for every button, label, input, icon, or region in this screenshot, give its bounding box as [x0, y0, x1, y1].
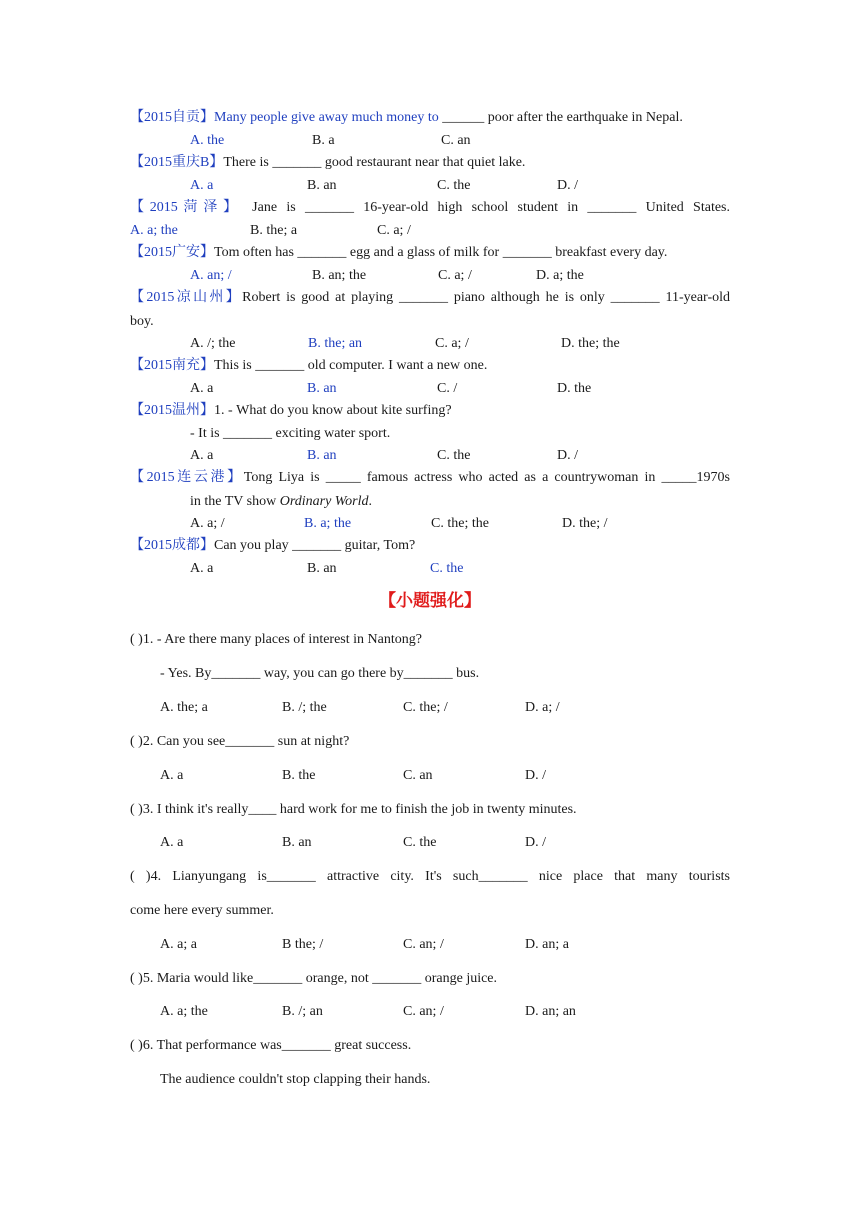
- option-a: A. a: [190, 178, 214, 193]
- option-c: C. the: [430, 561, 464, 576]
- question-stem: Can you play _______ guitar, Tom?: [214, 538, 416, 553]
- option-d: D. the; /: [562, 516, 608, 531]
- options-row: [0, 222, 860, 240]
- question-2015-chongqing: [130, 154, 730, 172]
- source-tag: 【2015重庆B】: [130, 155, 224, 170]
- option-a: A. a: [190, 381, 214, 396]
- question-stem-continuation: boy.: [130, 314, 154, 329]
- options-row: [0, 515, 860, 533]
- option-c: C. an: [403, 768, 433, 783]
- option-b: B. a; the: [304, 516, 352, 531]
- exercise-3: ( )3. I think it's really____ hard work for me to finish the job in twenty minutes.: [130, 802, 577, 817]
- question-stem: ______ poor after the earthquake in Nepal.: [438, 110, 683, 125]
- question-2015-liangshan: [130, 289, 730, 307]
- option-d: D. the; the: [561, 336, 620, 351]
- option-a: A. a; the: [160, 1004, 208, 1019]
- source-tag: 【2015温州】: [130, 403, 214, 418]
- option-a: A. a; a: [160, 937, 197, 952]
- option-c: C. a; /: [438, 268, 472, 283]
- source-tag: 【2015凉山州】: [130, 290, 243, 305]
- question-2015-nanchong: [130, 357, 730, 375]
- option-c: C. the: [437, 178, 471, 193]
- option-a: A. the: [190, 133, 225, 148]
- question-2015-guangan: [130, 244, 730, 262]
- option-a: A. a: [160, 768, 184, 783]
- question-stem: Jane is _______ 16-year-old high school student in _______ United States.: [252, 200, 730, 215]
- option-b: B. an; the: [312, 268, 367, 283]
- option-c: C. an; /: [403, 1004, 444, 1019]
- option-d: D. a; /: [525, 700, 560, 715]
- exercise-4-line2: come here every summer.: [130, 903, 274, 918]
- options-row: [0, 380, 860, 398]
- source-tag: 【2015连云港】: [130, 470, 244, 485]
- option-a: A. an; /: [190, 268, 232, 283]
- stem-text: in the TV show: [190, 494, 280, 509]
- show-title: Ordinary World: [279, 494, 369, 509]
- option-c: C. the; the: [431, 516, 489, 531]
- question-stem: This is _______ old computer. I want a new one.: [214, 358, 488, 373]
- option-a: A. a: [160, 835, 184, 850]
- question-2015-wenzhou: [130, 402, 730, 420]
- option-d: D. /: [557, 448, 578, 463]
- option-d: D. an; a: [525, 937, 569, 952]
- question-2015-chengdu: [130, 537, 730, 555]
- option-b: B. an: [307, 561, 337, 576]
- stem-text: .: [368, 494, 373, 509]
- question-stem: Robert is good at playing _______ piano although he is only _______ 11-year-old: [242, 290, 730, 305]
- option-b: B. an: [307, 448, 337, 463]
- question-stem-continuation: - It is _______ exciting water sport.: [190, 426, 391, 441]
- option-c: C. a; /: [435, 336, 469, 351]
- option-d: D. /: [557, 178, 578, 193]
- options-row: [0, 834, 860, 852]
- options-row: [0, 699, 860, 717]
- options-row: [0, 132, 860, 150]
- section-heading: 【小题强化】: [379, 591, 481, 611]
- option-b: B the; /: [282, 937, 324, 952]
- options-row: [0, 447, 860, 465]
- exercise-6: ( )6. That performance was_______ great success.: [130, 1038, 412, 1053]
- option-a: A. a; /: [190, 516, 225, 531]
- options-row: [0, 177, 860, 195]
- option-b: B. the: [282, 768, 316, 783]
- options-row: [0, 335, 860, 353]
- question-stem-highlight: Many people give away much money to: [214, 110, 439, 125]
- question-stem: There is _______ good restaurant near that quiet lake.: [223, 155, 526, 170]
- option-d: D. the: [557, 381, 592, 396]
- option-b: B. /; the: [282, 700, 327, 715]
- question-stem: 1. - What do you know about kite surfing?: [214, 403, 452, 418]
- option-d: D. /: [525, 768, 546, 783]
- exercise-6-line2: The audience couldn't stop clapping their hands.: [160, 1072, 431, 1087]
- option-c: C. the; /: [403, 700, 448, 715]
- option-b: B. an: [282, 835, 312, 850]
- exercise-2: ( )2. Can you see_______ sun at night?: [130, 734, 350, 749]
- option-a: A. a; the: [130, 223, 178, 238]
- source-tag: 【2015南充】: [130, 358, 214, 373]
- options-row: [0, 936, 860, 954]
- exercise-4: ( )4. Lianyungang is_______ attractive city. It's such_______ nice place that many tourists: [130, 869, 730, 884]
- options-row: [0, 767, 860, 785]
- question-stem: Tong Liya is _____ famous actress who acted as a countrywoman in _____1970s: [243, 470, 730, 485]
- options-row: [0, 1003, 860, 1021]
- source-tag: 【2015成都】: [130, 538, 214, 553]
- option-c: C. an: [441, 133, 471, 148]
- source-tag: 【2015自贡】: [130, 110, 214, 125]
- option-c: C. the: [437, 448, 471, 463]
- options-row: [0, 560, 860, 578]
- exercise-1: ( )1. - Are there many places of interest in Nantong?: [130, 632, 422, 647]
- option-a: A. the; a: [160, 700, 208, 715]
- option-c: C. /: [437, 381, 458, 396]
- options-row: [0, 267, 860, 285]
- option-d: D. a; the: [536, 268, 584, 283]
- option-c: C. a; /: [377, 223, 411, 238]
- option-b: B. the; an: [308, 336, 363, 351]
- question-2015-lianyungang: [130, 469, 730, 487]
- question-2015-zigong: [130, 109, 730, 127]
- option-d: D. /: [525, 835, 546, 850]
- source-tag: 【2015广安】: [130, 245, 214, 260]
- option-b: B. an: [307, 178, 337, 193]
- option-d: D. an; an: [525, 1004, 576, 1019]
- option-b: B. an: [307, 381, 337, 396]
- question-2015-heze: [130, 199, 730, 217]
- exercise-1-line2: - Yes. By_______ way, you can go there by_______ bus.: [160, 666, 480, 681]
- option-b: B. /; an: [282, 1004, 323, 1019]
- question-stem: Tom often has _______ egg and a glass of milk for _______ breakfast every day.: [214, 245, 668, 260]
- option-a: A. a: [190, 561, 214, 576]
- question-stem-continuation: [190, 493, 730, 511]
- option-b: B. a: [312, 133, 335, 148]
- option-a: A. /; the: [190, 336, 236, 351]
- option-a: A. a: [190, 448, 214, 463]
- exercise-5: ( )5. Maria would like_______ orange, not _______ orange juice.: [130, 971, 498, 986]
- option-b: B. the; a: [250, 223, 298, 238]
- option-c: C. an; /: [403, 937, 444, 952]
- source-tag: 【2015菏泽】: [130, 200, 243, 215]
- option-c: C. the: [403, 835, 437, 850]
